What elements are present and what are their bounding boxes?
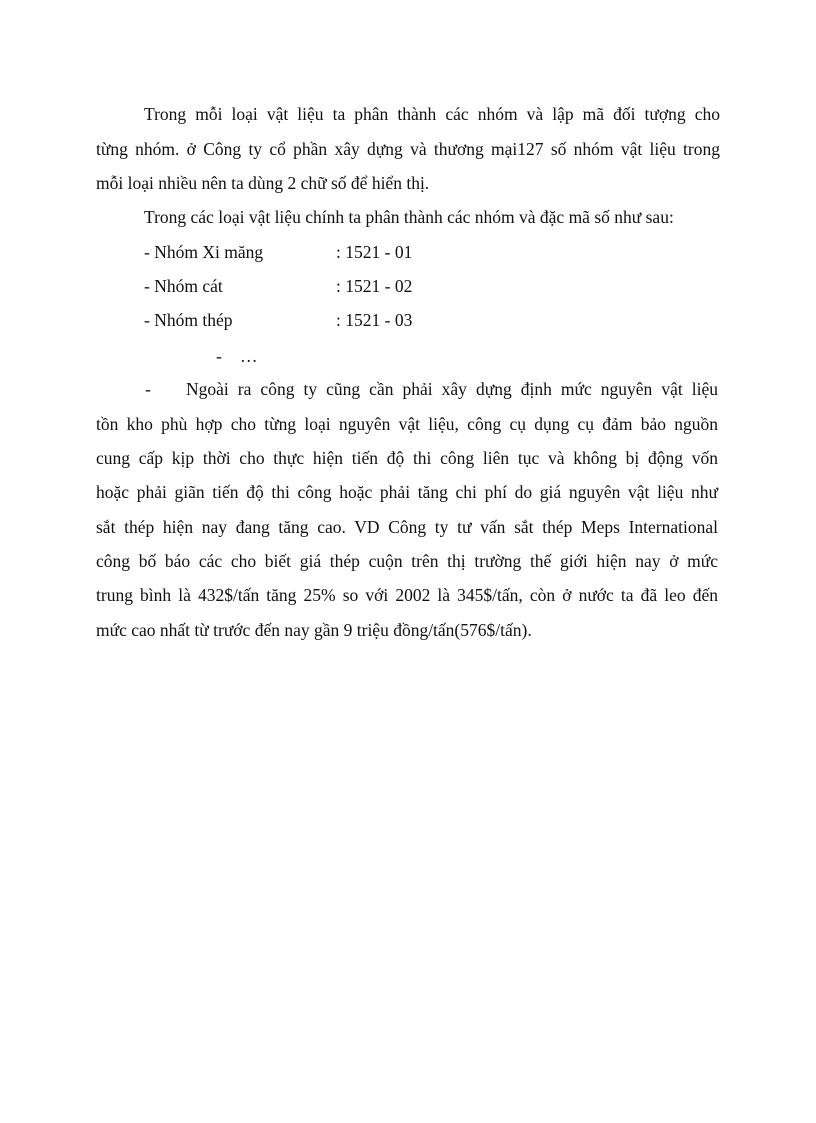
paragraph-3-line-7: trung bình là 432$/tấn tăng 25% so với 2002 là 345$/tấn, còn ở nước ta đã leo đến [96,585,718,605]
paragraph-3-dash: - [145,379,151,399]
group-code-sand: : 1521 - 02 [336,276,413,296]
paragraph-3-line-3: cung cấp kịp thời cho thực hiện tiến độ thi công liên tục và không bị động vốn [96,448,718,468]
group-label-steel: - Nhóm thép [144,310,233,330]
paragraph-2-line: Trong các loại vật liệu chính ta phân thành các nhóm và đặc mã số như sau: [144,207,674,227]
paragraph-3-line-2: tồn kho phù hợp cho từng loại nguyên vật liệu, công cụ dụng cụ đảm bảo nguồn [96,414,718,434]
group-label-cement: - Nhóm Xi măng [144,242,264,262]
group-code-cement: : 1521 - 01 [336,242,413,262]
paragraph-3-line-4: hoặc phải giãn tiến độ thi công hoặc phải tăng chi phí do giá nguyên vật liệu như [96,482,718,502]
paragraph-1-line-2: từng nhóm. ở Công ty cổ phần xây dựng và thương mại127 số nhóm vật liệu trong [96,139,720,159]
paragraph-1-line-3: mỗi loại nhiều nên ta dùng 2 chữ số để hiển thị. [96,173,430,193]
paragraph-3-line-5: sắt thép hiện nay đang tăng cao. VD Công ty tư vấn sắt thép Meps International [96,517,718,537]
paragraph-1-line-1: Trong mỗi loại vật liệu ta phân thành các nhóm và lập mã đối tượng cho [144,104,720,124]
paragraph-3-line-1: Ngoài ra công ty cũng cần phải xây dựng định mức nguyên vật liệu [186,379,718,399]
group-code-steel: : 1521 - 03 [336,310,413,330]
paragraph-3-line-6: công bố báo các cho biết giá thép cuộn trên thị trường thế giới hiện nay ở mức [96,551,718,571]
group-label-sand: - Nhóm cát [144,276,223,296]
ellipsis-dash: - [216,346,222,366]
ellipsis-text: … [240,346,258,366]
paragraph-3-line-8: mức cao nhất từ trước đến nay gần 9 triệu đồng/tấn(576$/tấn). [96,620,532,640]
